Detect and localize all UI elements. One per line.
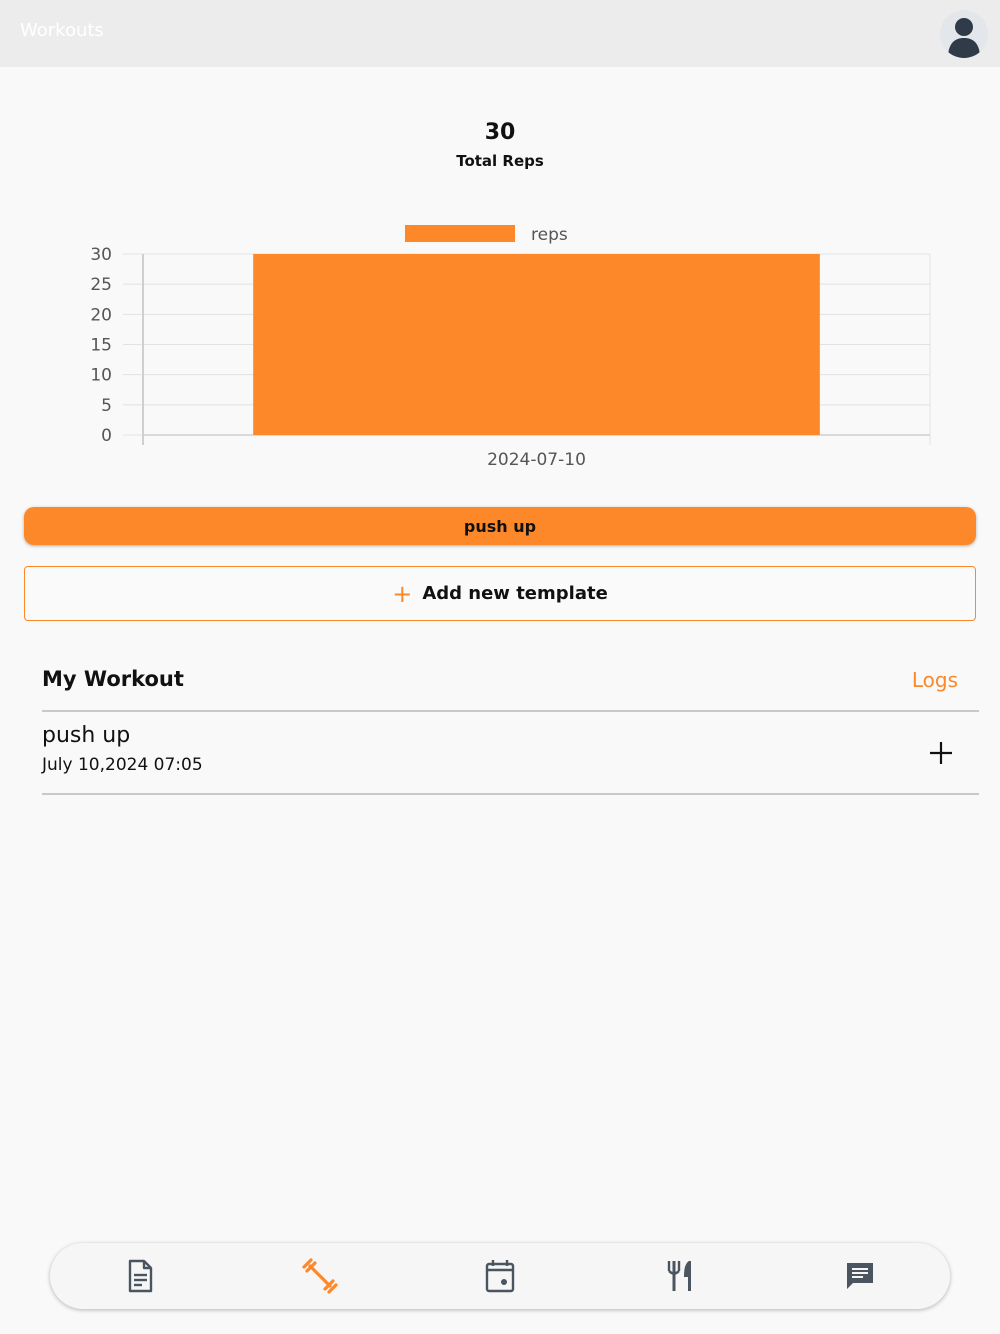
chat-icon — [842, 1258, 878, 1294]
fork-knife-icon — [662, 1258, 698, 1294]
nav-item-notes[interactable] — [120, 1256, 160, 1296]
reps-bar-chart — [0, 215, 1000, 485]
dumbbell-icon — [301, 1257, 339, 1295]
nav-item-messages[interactable] — [840, 1256, 880, 1296]
nav-item-calendar[interactable] — [480, 1256, 520, 1296]
divider — [42, 793, 979, 795]
add-set-icon[interactable] — [924, 736, 958, 770]
plus-icon: + — [392, 579, 413, 608]
workout-name: push up — [42, 723, 131, 748]
avatar[interactable] — [940, 10, 988, 58]
divider — [42, 710, 979, 712]
logs-link[interactable]: Logs — [911, 668, 958, 692]
y-tick-label: 5 — [101, 395, 112, 416]
y-tick-label: 15 — [90, 335, 112, 356]
document-icon — [122, 1258, 158, 1294]
nav-item-nutrition[interactable] — [660, 1256, 700, 1296]
app-header — [0, 0, 1000, 67]
add-new-template-label: Add new template — [422, 583, 608, 604]
nav-item-workouts[interactable] — [300, 1256, 340, 1296]
my-workout-title: My Workout — [42, 667, 184, 691]
total-reps-label: Total Reps — [456, 152, 544, 170]
total-reps-value: 30 — [484, 120, 516, 145]
bar — [253, 254, 820, 435]
bottom-navigation — [50, 1243, 950, 1309]
x-tick-label: 2024-07-10 — [487, 450, 586, 470]
user-avatar-icon — [940, 10, 988, 58]
legend-swatch — [405, 225, 515, 242]
y-tick-label: 0 — [101, 426, 112, 446]
workout-datetime: July 10,2024 07:05 — [42, 755, 203, 775]
calendar-icon — [482, 1258, 518, 1294]
add-new-template-button[interactable] — [24, 566, 976, 621]
y-tick-label: 30 — [90, 245, 112, 265]
y-tick-label: 25 — [90, 275, 112, 296]
y-tick-label: 10 — [90, 365, 112, 386]
exercise-filter-button[interactable]: push up — [24, 507, 976, 545]
y-tick-label: 20 — [90, 305, 112, 326]
legend-label: reps — [531, 225, 568, 245]
header-title: Workouts — [20, 20, 104, 41]
